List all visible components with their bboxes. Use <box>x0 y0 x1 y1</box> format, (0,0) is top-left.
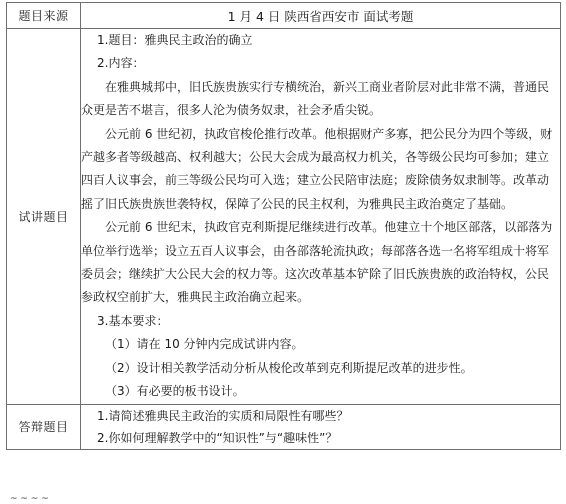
requirement-item: （1）请在 10 分钟内完成试讲内容。 <box>105 337 304 352</box>
lecture-label: 试讲题目 <box>7 29 81 405</box>
content-paragraph: 在雅典城邦中，旧氏族贵族实行专横统治，新兴工商业者阶层对此非常不满，普通民众更是苦不堪言，很多人沦为债务奴隶，社会矛盾尖锐。 <box>81 79 550 118</box>
requirement-item: （2）设计相关教学活动分析从梭伦改革到克利斯提尼改革的进步性。 <box>105 360 473 375</box>
content-heading: 2.内容： <box>97 56 145 71</box>
exam-table <box>6 2 561 450</box>
footer-partial-text: ~ ~ ~ ~ <box>10 494 49 504</box>
defense-question: 1.请简述雅典民主政治的实质和局限性有哪些？ <box>97 408 349 423</box>
defense-row <box>7 404 561 449</box>
lecture-row <box>7 29 561 405</box>
defense-question: 2.你如何理解教学中的“知识性”与“趣味性”？ <box>97 430 338 445</box>
content-paragraph: 公元前 6 世纪末，执政官克利斯提尼继续进行改革。他建立十个地区部落，以部落为单位举行选举；设立五百人议事会，由各部落轮流执政；每部落各选一名将军组成十将军委员会；继续扩大公民大会的权力等。这次改革基本铲除了旧氏族贵族的政治特权，公民参政权空前扩大，雅典民主政治确立起来。 <box>81 220 553 305</box>
defense-label: 答辩题目 <box>7 404 81 449</box>
lecture-content <box>81 29 561 405</box>
header-row <box>7 3 561 29</box>
requirement-item: （3）有必要的板书设计。 <box>105 384 245 399</box>
content-paragraph: 公元前 6 世纪初，执政官梭伦推行改革。他根据财产多寡，把公民分为四个等级，财产越多者等级越高、权利越大；公民大会成为最高权力机关，各等级公民均可参加；建立四百人议事会，前三等级公民均可入选；建立公民陪审法庭；废除债务奴隶制等。改革动摇了旧氏族贵族世袭特权，保障了公民的民主权利，为雅典民主政治奠定了基础。 <box>81 126 553 211</box>
defense-content <box>81 404 561 449</box>
source-label: 题目来源 <box>7 3 81 29</box>
requirements-heading: 3.基本要求： <box>97 313 169 328</box>
lecture-topic: 1.题目：雅典民主政治的确立 <box>97 33 253 47</box>
exam-title: 1 月 4 日 陕西省西安市 面试考题 <box>81 3 561 29</box>
